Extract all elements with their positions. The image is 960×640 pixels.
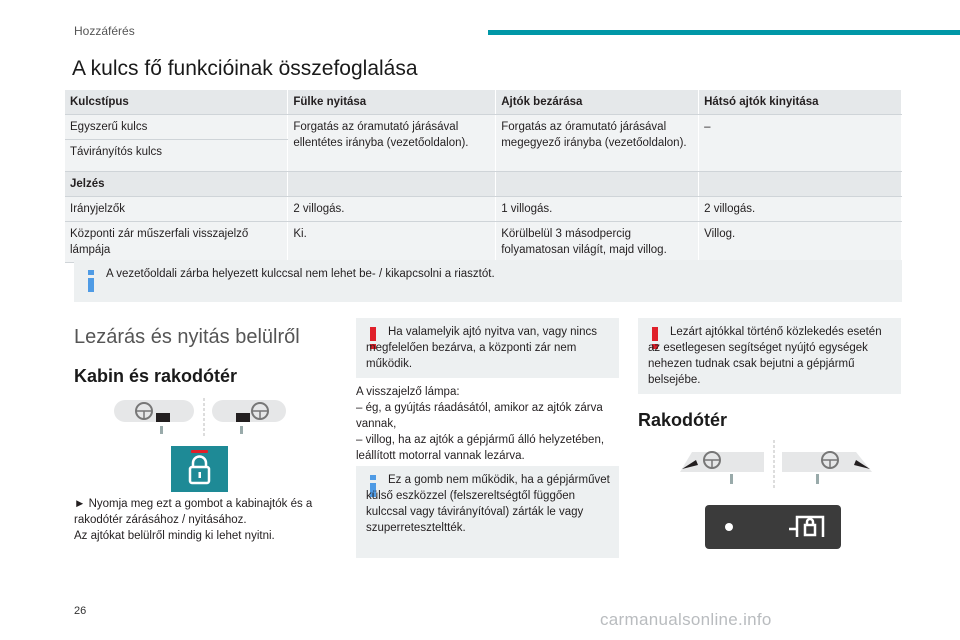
cargo-door-panels-illustration	[676, 438, 876, 490]
table-cell: 2 villogás.	[288, 197, 496, 222]
table-header-cell: Kulcstípus	[65, 90, 288, 115]
info-note	[356, 466, 619, 558]
table-cell	[699, 172, 902, 197]
table-header-cell: Hátsó ajtók kinyitása	[699, 90, 902, 115]
lamp-item: – ég, a gyújtás ráadásától, amikor az ajtók zárva vannak,	[356, 402, 603, 430]
table-row	[65, 115, 902, 140]
table-cell: Körülbelül 3 másodpercig folyamatosan világít, majd villog.	[496, 222, 699, 263]
table-cell	[288, 172, 496, 197]
cargo-lock-button	[705, 505, 841, 549]
table-cell: Forgatás az óramutató járásával megegyező irányba (vezetőoldalon).	[496, 115, 699, 172]
table-header-cell: Fülke nyitása	[288, 90, 496, 115]
info-note	[74, 260, 902, 302]
cab-door-panels-illustration	[110, 396, 290, 438]
table-header-cell: Ajtók bezárása	[496, 90, 699, 115]
page-number: 26	[74, 605, 87, 617]
subsection-heading: Kabin és rakodótér	[74, 366, 238, 386]
table-cell: Távirányítós kulcs	[65, 140, 288, 172]
table-cell: Egyszerű kulcs	[65, 115, 288, 140]
lamp-title: A visszajelző lámpa:	[356, 386, 460, 398]
header-accent-bar	[488, 30, 960, 35]
table-cell: Irányjelzők	[65, 197, 288, 222]
info-note-text: Ez a gomb nem működik, ha a gépjárművet külső eszközzel (felszereltségtől függően kulccsal vagy távirányítóval) zárták le vagy szuperreteszteltték.	[366, 474, 610, 534]
lamp-description	[356, 384, 621, 464]
watermark: carmanualsonline.info	[600, 610, 772, 629]
subsection-heading: Rakodótér	[638, 410, 728, 430]
warning-note	[356, 318, 619, 378]
table-subheader-row	[65, 172, 902, 197]
table-row	[65, 197, 902, 222]
key-functions-table	[65, 90, 902, 263]
inside-open-note: Az ajtókat belülről mindig ki lehet nyitni.	[74, 530, 275, 542]
section-heading: Lezárás és nyitás belülről	[74, 326, 300, 348]
page-title: A kulcs fő funkcióinak összefoglalása	[72, 57, 418, 80]
central-lock-button	[171, 446, 228, 492]
info-icon	[88, 270, 95, 292]
lamp-item: – villog, ha az ajtók a gépjármű álló helyzetében, leállított motorral vannak lezárva.	[356, 434, 605, 462]
warning-note	[638, 318, 901, 394]
table-cell: Forgatás az óramutató járásával ellentétes irányba (vezetőoldalon).	[288, 115, 496, 172]
table-cell: Központi zár műszerfali visszajelző lámpája	[65, 222, 288, 263]
instruction-text: ► Nyomja meg ezt a gombot a kabinajtók és a rakodótér zárásához / nyitásához.	[74, 498, 313, 526]
info-note-text: A vezetőoldali zárba helyezett kulccsal nem lehet be- / kikapcsolni a riasztót.	[106, 268, 495, 280]
table-cell: 2 villogás.	[699, 197, 902, 222]
table-row	[65, 222, 902, 263]
table-cell: –	[699, 115, 902, 172]
warning-text: Ha valamelyik ajtó nyitva van, vagy nincs megfelelően bezárva, a központi zár nem működik.	[366, 326, 598, 370]
table-cell	[496, 172, 699, 197]
section-label: Hozzáférés	[74, 24, 135, 38]
table-cell: 1 villogás.	[496, 197, 699, 222]
table-header-row	[65, 90, 902, 115]
table-cell: Jelzés	[65, 172, 288, 197]
warning-text: Lezárt ajtókkal történő közlekedés esetén az esetlegesen segítséget nyújtó egységek nehezen tudnak csak bejutni a gépjármű belsejébe.	[648, 326, 882, 386]
table-cell: Ki.	[288, 222, 496, 263]
table-cell: Villog.	[699, 222, 902, 263]
